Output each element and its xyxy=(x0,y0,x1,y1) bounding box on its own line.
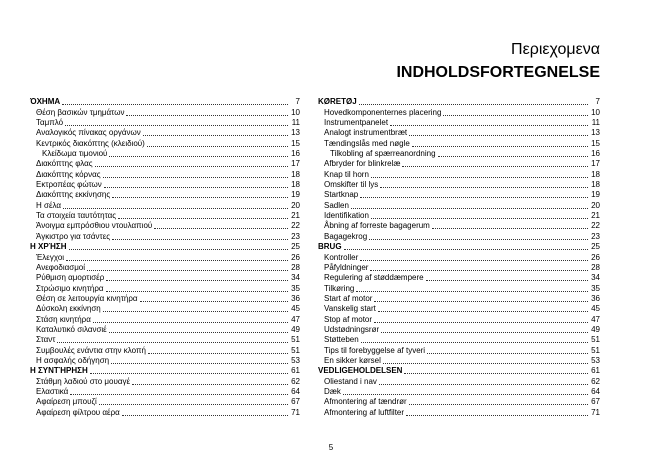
toc-entry-label: Vanskelig start xyxy=(324,304,376,314)
toc-entry[interactable] xyxy=(318,200,600,210)
toc-leader-dots xyxy=(63,201,288,209)
toc-leader-dots xyxy=(57,335,288,343)
toc-entry-page: 18 xyxy=(291,180,300,190)
toc-leader-dots xyxy=(374,294,588,302)
page-title-greek: Περιεχομενα xyxy=(511,41,600,58)
toc-entry-label: Άγκιστρο για τσάντες xyxy=(36,231,111,241)
toc-entry[interactable] xyxy=(30,273,300,283)
toc-entry-page: 34 xyxy=(591,273,600,283)
toc-entry[interactable] xyxy=(318,325,600,335)
toc-entry[interactable] xyxy=(318,252,600,262)
toc-leader-dots xyxy=(360,253,588,261)
toc-entry[interactable] xyxy=(318,118,600,128)
toc-entry-label: Afmontering af tændrør xyxy=(324,397,407,407)
toc-entry-label: Άνοιγμα εμπρόσθιου ντουλαπιού xyxy=(36,221,153,231)
toc-entry-page: 16 xyxy=(291,149,300,159)
toc-entry[interactable] xyxy=(30,97,300,107)
toc-entry-page: 13 xyxy=(591,128,600,138)
toc-entry[interactable] xyxy=(318,190,600,200)
toc-entry-page: 53 xyxy=(591,355,600,365)
toc-entry[interactable] xyxy=(30,200,300,210)
toc-entry-label: En sikker kørsel xyxy=(324,355,381,365)
toc-entry[interactable] xyxy=(318,169,600,179)
toc-entry-label: Η ΣΥΝΤΉΡΗΣΗ xyxy=(30,366,88,376)
toc-entry-label: Startknap xyxy=(324,190,359,200)
toc-leader-dots xyxy=(344,242,588,250)
toc-leader-dots xyxy=(122,408,288,416)
toc-entry-label: Bagagekrog xyxy=(324,231,368,241)
toc-entry-label: Ανεφοδιασμοί xyxy=(36,262,86,272)
toc-entry-label: Θέση σε λειτουργία κινητήρα xyxy=(36,293,138,303)
toc-entry-page: 51 xyxy=(591,345,600,355)
toc-entry-label: Påfyldninger xyxy=(324,262,369,272)
toc-leader-dots xyxy=(106,284,288,292)
toc-entry[interactable] xyxy=(318,211,600,221)
toc-leader-dots xyxy=(93,315,288,323)
toc-entry[interactable] xyxy=(30,221,300,231)
toc-leader-dots xyxy=(351,201,588,209)
toc-entry-page: 16 xyxy=(591,149,600,159)
toc-leader-dots xyxy=(104,180,288,188)
toc-entry-label: Udstødningsrør xyxy=(324,324,380,334)
toc-entry-label: Αναλογικός πίνακας οργάνων xyxy=(36,128,141,138)
toc-entry-page: 26 xyxy=(291,252,300,262)
toc-entry[interactable] xyxy=(30,211,300,221)
toc-entry[interactable] xyxy=(318,231,600,241)
toc-entry-page: 19 xyxy=(291,190,300,200)
toc-leader-dots xyxy=(109,325,288,333)
toc-entry[interactable] xyxy=(318,376,600,386)
toc-entry-page: 28 xyxy=(591,262,600,272)
toc-entry-label: Omskifter til lys xyxy=(324,180,379,190)
toc-entry-label: Θέση βασικών τμημάτων xyxy=(36,107,125,117)
toc-entry-page: 20 xyxy=(291,200,300,210)
toc-entry-label: Tilkøring xyxy=(324,283,355,293)
toc-leader-dots xyxy=(343,387,588,395)
toc-entry-label: Stop af motor xyxy=(324,314,373,324)
toc-entry-page: 22 xyxy=(291,221,300,231)
toc-leader-dots xyxy=(371,211,588,219)
toc-entry-page: 71 xyxy=(591,407,600,417)
toc-entry[interactable] xyxy=(30,190,300,200)
toc-entry-page: 17 xyxy=(591,159,600,169)
toc-entry-page: 49 xyxy=(291,324,300,334)
toc-entry-label: Kontroller xyxy=(324,252,359,262)
toc-leader-dots xyxy=(404,366,588,374)
toc-entry-label: Hovedkomponenternes placering xyxy=(324,107,442,117)
toc-entry-label: Afmontering af luftfilter xyxy=(324,407,405,417)
toc-entry-label: Tips til forebyggelse af tyveri xyxy=(324,345,426,355)
toc-leader-dots xyxy=(406,408,588,416)
toc-entry[interactable] xyxy=(318,387,600,397)
toc-entry-label: Τα στοιχεία ταυτότητας xyxy=(36,211,117,221)
toc-entry-page: 15 xyxy=(591,138,600,148)
toc-leader-dots xyxy=(70,387,288,395)
toc-entry-label: Regulering af støddæmpere xyxy=(324,273,424,283)
toc-entry-label: Oliestand i nav xyxy=(324,376,377,386)
toc-leader-dots xyxy=(65,118,288,126)
toc-entry-label: Διακόπτης εκκίνησης xyxy=(36,190,111,200)
toc-entry-label: Identifikation xyxy=(324,211,369,221)
toc-entry[interactable] xyxy=(318,304,600,314)
toc-entry[interactable] xyxy=(318,180,600,190)
toc-leader-dots xyxy=(381,325,588,333)
toc-entry-label: Instrumentpanelet xyxy=(324,118,389,128)
toc-leader-dots xyxy=(154,221,288,229)
toc-entry-label: Sadlen xyxy=(324,200,349,210)
toc-entry-label: Καταλυτικό σιλανσιέ xyxy=(36,324,107,334)
toc-entry-page: 62 xyxy=(591,376,600,386)
toc-entry-page: 35 xyxy=(291,283,300,293)
toc-entry-page: 51 xyxy=(291,335,300,345)
toc-entry[interactable] xyxy=(318,335,600,345)
toc-entry-page: 20 xyxy=(591,200,600,210)
toc-entry[interactable] xyxy=(318,356,600,366)
toc-leader-dots xyxy=(69,242,289,250)
toc-leader-dots xyxy=(126,108,288,116)
toc-entry-page: 45 xyxy=(591,304,600,314)
toc-entry-page: 61 xyxy=(591,366,600,376)
toc-entry[interactable] xyxy=(30,128,300,138)
toc-entry[interactable] xyxy=(318,107,600,117)
toc-entry-label: Έλεγχοι xyxy=(36,252,65,262)
toc-entry[interactable] xyxy=(30,263,300,273)
toc-entry-label: Στάθμη λαδιού στο μουαγέ xyxy=(36,376,131,386)
toc-entry-label: Η ΧΡΉΣΗ xyxy=(30,242,67,252)
toc-entry[interactable] xyxy=(318,149,600,159)
toc-leader-dots xyxy=(374,315,588,323)
toc-leader-dots xyxy=(409,128,588,136)
page-header xyxy=(396,40,600,83)
toc-leader-dots xyxy=(402,159,588,167)
toc-entry-label: Αφαίρεση φίλτρου αέρα xyxy=(36,407,120,417)
toc-leader-dots xyxy=(380,180,588,188)
toc-entry[interactable] xyxy=(318,314,600,324)
toc-leader-dots xyxy=(432,221,588,229)
toc-entry-page: 67 xyxy=(291,397,300,407)
toc-entry[interactable] xyxy=(318,242,600,252)
toc-entry-page: 64 xyxy=(291,386,300,396)
toc-entry-page: 64 xyxy=(591,386,600,396)
toc-column-greek xyxy=(30,97,300,418)
toc-entry-page: 13 xyxy=(291,128,300,138)
toc-entry-label: Ταμπλό xyxy=(36,118,64,128)
toc-entry-label: Στάση κινητήρα xyxy=(36,314,91,324)
toc-entry-label: Διακόπτης φλας xyxy=(36,159,93,169)
toc-leader-dots xyxy=(95,159,288,167)
toc-entry-label: Σταντ xyxy=(36,335,56,345)
toc-entry[interactable] xyxy=(318,159,600,169)
toc-entry-page: 35 xyxy=(591,283,600,293)
toc-entry-page: 7 xyxy=(295,97,300,107)
toc-leader-dots xyxy=(62,97,288,105)
toc-entry[interactable] xyxy=(30,252,300,262)
toc-leader-dots xyxy=(103,304,288,312)
toc-entry[interactable] xyxy=(318,366,600,376)
toc-entry[interactable] xyxy=(30,149,300,159)
toc-entry-page: 61 xyxy=(291,366,300,376)
toc-leader-dots xyxy=(103,170,288,178)
toc-leader-dots xyxy=(360,190,588,198)
toc-leader-dots xyxy=(383,356,588,364)
toc-leader-dots xyxy=(147,139,288,147)
toc-entry-page: 36 xyxy=(591,293,600,303)
toc-entry-page: 21 xyxy=(291,211,300,221)
toc-entry[interactable] xyxy=(30,356,300,366)
toc-entry-page: 47 xyxy=(591,314,600,324)
toc-entry-page: 25 xyxy=(591,242,600,252)
toc-leader-dots xyxy=(112,190,288,198)
toc-entry-page: 28 xyxy=(291,262,300,272)
toc-entry-page: 51 xyxy=(291,345,300,355)
toc-column-danish xyxy=(318,97,600,418)
toc-leader-dots xyxy=(99,397,288,405)
toc-entry-page: 7 xyxy=(595,97,600,107)
toc-entry-page: 11 xyxy=(591,118,600,128)
toc-leader-dots xyxy=(66,253,288,261)
toc-entry-page: 18 xyxy=(291,169,300,179)
toc-entry-label: Δύσκολη εκκίνηση xyxy=(36,304,101,314)
toc-entry-page: 53 xyxy=(291,355,300,365)
toc-entry[interactable] xyxy=(318,97,600,107)
toc-leader-dots xyxy=(371,170,588,178)
toc-entry-label: Στρώσιμο κινητήρα xyxy=(36,283,104,293)
toc-leader-dots xyxy=(356,284,588,292)
toc-entry[interactable] xyxy=(30,180,300,190)
toc-entry[interactable] xyxy=(30,294,300,304)
toc-entry-label: Διακόπτης κόρνας xyxy=(36,169,101,179)
toc-entry[interactable] xyxy=(318,128,600,138)
toc-entry-page: 10 xyxy=(591,107,600,117)
toc-leader-dots xyxy=(87,263,288,271)
toc-entry-page: 67 xyxy=(591,397,600,407)
toc-entry-label: Tændingslås med nøgle xyxy=(324,138,410,148)
toc-leader-dots xyxy=(369,232,588,240)
toc-entry[interactable] xyxy=(318,221,600,231)
page-title-danish: INDHOLDSFORTEGNELSE xyxy=(396,64,600,81)
toc-entry-page: 45 xyxy=(291,304,300,314)
toc-entry-label: Start af motor xyxy=(324,293,373,303)
toc-entry-page: 18 xyxy=(591,169,600,179)
toc-entry[interactable] xyxy=(318,407,600,417)
toc-entry-page: 26 xyxy=(591,252,600,262)
toc-leader-dots xyxy=(106,273,288,281)
toc-entry[interactable] xyxy=(318,345,600,355)
toc-entry-label: Støtteben xyxy=(324,335,359,345)
toc-entry-label: Ελαστικά xyxy=(36,386,69,396)
toc-entry[interactable] xyxy=(30,335,300,345)
toc-leader-dots xyxy=(370,263,588,271)
toc-entry[interactable] xyxy=(30,107,300,117)
toc-entry-page: 62 xyxy=(291,376,300,386)
toc-entry-label: Η σέλα xyxy=(36,200,62,210)
toc-entry[interactable] xyxy=(30,118,300,128)
toc-leader-dots xyxy=(361,335,588,343)
toc-entry-label: Κλείδωμα τιμονιού xyxy=(42,149,108,159)
toc-entry[interactable] xyxy=(30,314,300,324)
toc-entry-label: Αφαίρεση μπουζί xyxy=(36,397,97,407)
toc-leader-dots xyxy=(378,304,588,312)
toc-entry-label: Συμβουλές ενάντια στην κλοπή xyxy=(36,345,146,355)
toc-leader-dots xyxy=(359,97,588,105)
toc-entry-label: Analogt instrumentbræt xyxy=(324,128,408,138)
toc-entry-page: 49 xyxy=(591,324,600,334)
toc-leader-dots xyxy=(111,356,288,364)
toc-entry[interactable] xyxy=(318,283,600,293)
toc-entry-label: Afbryder for blinkrelæ xyxy=(324,159,401,169)
toc-entry-label: Dæk xyxy=(324,386,341,396)
toc-entry[interactable] xyxy=(30,283,300,293)
toc-entry-label: Κεντρικός διακόπτης (κλειδιού) xyxy=(36,138,145,148)
toc-leader-dots xyxy=(426,273,588,281)
toc-entry[interactable] xyxy=(30,387,300,397)
toc-entry-page: 23 xyxy=(291,231,300,241)
toc-leader-dots xyxy=(412,139,588,147)
toc-leader-dots xyxy=(390,118,588,126)
toc-entry-page: 47 xyxy=(291,314,300,324)
toc-entry[interactable] xyxy=(30,169,300,179)
toc-entry-page: 21 xyxy=(591,211,600,221)
toc-entry-page: 36 xyxy=(291,293,300,303)
toc-entry-label: Η ασφαλής οδήγηση xyxy=(36,355,110,365)
toc-entry[interactable] xyxy=(30,242,300,252)
toc-entry-label: Εκτροπέας φώτων xyxy=(36,180,102,190)
toc-leader-dots xyxy=(427,346,588,354)
toc-entry-page: 25 xyxy=(291,242,300,252)
toc-leader-dots xyxy=(132,377,288,385)
toc-entry[interactable] xyxy=(318,397,600,407)
toc-entry[interactable] xyxy=(30,138,300,148)
toc-entry-page: 17 xyxy=(291,159,300,169)
toc-entry-page: 22 xyxy=(591,221,600,231)
toc-leader-dots xyxy=(379,377,588,385)
toc-leader-dots xyxy=(118,211,288,219)
toc-entry[interactable] xyxy=(30,397,300,407)
toc-entry-label: Knap til horn xyxy=(324,169,369,179)
toc-entry-page: 11 xyxy=(291,118,300,128)
toc-entry-page: 19 xyxy=(591,190,600,200)
toc-leader-dots xyxy=(438,149,588,157)
toc-entry-page: 18 xyxy=(591,180,600,190)
toc-leader-dots xyxy=(443,108,588,116)
toc-entry-label: VEDLIGEHOLDELSEN xyxy=(318,366,403,376)
toc-leader-dots xyxy=(409,397,588,405)
toc-leader-dots xyxy=(109,149,288,157)
toc-entry-page: 71 xyxy=(291,407,300,417)
toc-entry[interactable] xyxy=(318,138,600,148)
toc-entry[interactable] xyxy=(30,407,300,417)
toc-leader-dots xyxy=(148,346,288,354)
toc-entry[interactable] xyxy=(30,376,300,386)
toc-entry[interactable] xyxy=(318,263,600,273)
toc-entry-page: 15 xyxy=(291,138,300,148)
toc-entry-page: 34 xyxy=(291,273,300,283)
toc-entry-label: Åbning af forreste bagagerum xyxy=(324,221,430,231)
toc-entry-label: Tilkobling af spærreanordning xyxy=(330,149,436,159)
toc-entry[interactable] xyxy=(30,325,300,335)
toc-leader-dots xyxy=(112,232,288,240)
toc-entry[interactable] xyxy=(30,231,300,241)
toc-entry-page: 23 xyxy=(591,231,600,241)
toc-entry[interactable] xyxy=(30,366,300,376)
toc-entry[interactable] xyxy=(30,345,300,355)
page-number: 5 xyxy=(328,443,334,452)
toc-entry[interactable] xyxy=(318,294,600,304)
toc-entry[interactable] xyxy=(30,304,300,314)
toc-leader-dots xyxy=(140,294,288,302)
toc-entry-label: ΌΧΗΜΑ xyxy=(30,97,61,107)
toc-entry-page: 10 xyxy=(291,107,300,117)
toc-entry[interactable] xyxy=(30,159,300,169)
toc-entry-page: 51 xyxy=(591,335,600,345)
toc-entry-label: BRUG xyxy=(318,242,342,252)
toc-entry-label: KØRETØJ xyxy=(318,97,357,107)
toc-leader-dots xyxy=(90,366,288,374)
toc-leader-dots xyxy=(143,128,288,136)
toc-entry[interactable] xyxy=(318,273,600,283)
toc-entry-label: Ρύθμιση αμορτισέρ xyxy=(36,273,105,283)
